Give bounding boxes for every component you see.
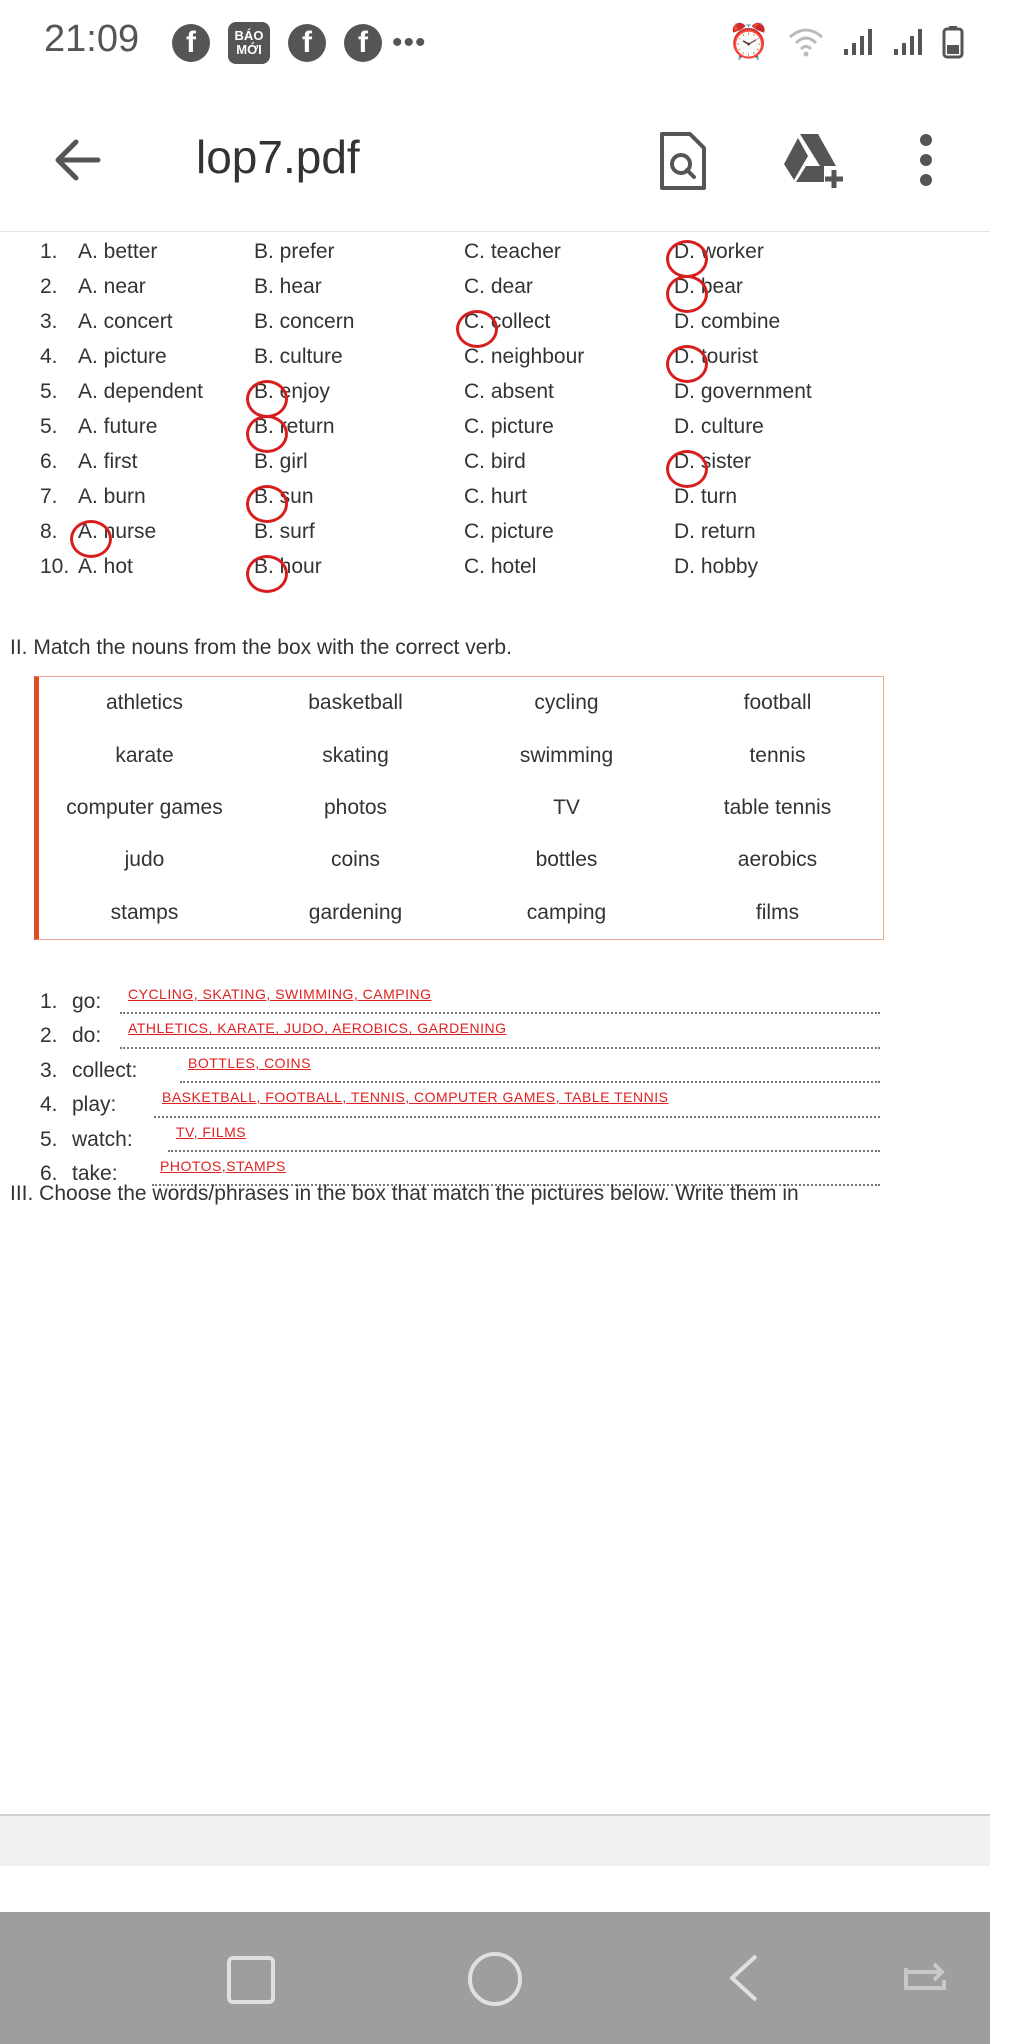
add-to-drive-icon[interactable] [780, 130, 846, 190]
answer-number: 1. [40, 990, 58, 1013]
exercise-1-row [40, 345, 980, 380]
noun-cell: gardening [308, 900, 403, 924]
section-2-heading: II. Match the nouns from the box with the correct verb. [10, 636, 512, 659]
answer-list [40, 986, 880, 1192]
exercise-1-row [40, 415, 980, 450]
navigation-bar [0, 1912, 990, 2044]
question-number: 3. [40, 310, 58, 333]
answer-number: 3. [40, 1058, 58, 1082]
option-d: D. government [674, 380, 812, 403]
option-a: A. hot [78, 555, 133, 578]
answer-circle-mark [70, 520, 112, 558]
question-number: 10. [40, 555, 70, 578]
option-a: A. nurse [78, 520, 156, 544]
answer-dotted-line [120, 1012, 880, 1014]
option-d: D. turn [674, 485, 738, 508]
document-title: lop7.pdf [196, 131, 360, 183]
wifi-icon [788, 27, 824, 57]
noun-cell: judo [124, 848, 165, 872]
noun-grid [39, 677, 883, 939]
answer-circle-mark [666, 345, 708, 383]
answer-dotted-line [154, 1116, 880, 1118]
exercise-1-row [40, 450, 980, 485]
search-document-icon[interactable] [654, 130, 710, 192]
handwritten-answer: BASKETBALL, FOOTBALL, TENNIS, COMPUTER GAMES, TABLE TENNIS [162, 1089, 669, 1106]
answer-circle-mark [666, 240, 708, 278]
option-b: B. hear [254, 275, 322, 298]
noun-cell: computer games [66, 795, 223, 819]
exercise-1-row [40, 380, 980, 415]
option-c: C. absent [464, 380, 554, 403]
answer-row [40, 1089, 880, 1123]
answer-number: 4. [40, 1093, 58, 1117]
system-icons [728, 22, 964, 62]
more-vert-icon[interactable] [916, 132, 936, 188]
option-a: A. concert [78, 310, 173, 333]
handwritten-answer: BOTTLES, COINS [188, 1054, 311, 1071]
option-b: B. girl [254, 450, 308, 473]
answer-dotted-line [168, 1150, 880, 1152]
option-d: D. sister [674, 450, 751, 474]
option-a: A. dependent [78, 380, 203, 403]
option-b: B. culture [254, 345, 343, 368]
pdf-page[interactable] [0, 232, 990, 1817]
answer-circle-mark [246, 415, 288, 453]
answer-verb: go: [72, 990, 102, 1013]
question-number: 5. [40, 380, 58, 403]
answer-verb: play: [72, 1093, 117, 1117]
option-b: B. return [254, 415, 335, 439]
alarm-icon: ⏰ [727, 23, 770, 61]
noun-cell: coins [330, 848, 381, 872]
status-bar [0, 0, 1024, 84]
answer-number: 2. [40, 1024, 58, 1048]
back-arrow-icon[interactable] [48, 130, 108, 190]
noun-cell: photos [323, 795, 388, 819]
question-number: 2. [40, 275, 58, 298]
option-b: B. enjoy [254, 380, 330, 404]
answer-verb: collect: [72, 1058, 138, 1082]
option-a: A. better [78, 240, 158, 263]
option-c: C. teacher [464, 240, 561, 263]
noun-cell: football [743, 691, 812, 715]
option-c: C. dear [464, 275, 533, 298]
answer-circle-mark [456, 310, 498, 348]
noun-cell: athletics [105, 691, 184, 715]
exercise-1-row [40, 485, 980, 520]
viewer-background [0, 1816, 990, 1866]
baomoi-icon [228, 22, 270, 64]
noun-cell: karate [115, 743, 174, 767]
option-c: C. hotel [464, 555, 537, 578]
answer-row [40, 1124, 880, 1158]
rotate-icon[interactable] [900, 1958, 950, 1998]
option-c: C. hurt [464, 485, 528, 508]
option-b: B. prefer [254, 240, 335, 263]
option-a: A. near [78, 275, 146, 298]
recent-apps-icon[interactable] [227, 1956, 275, 2004]
answer-verb: watch: [72, 1127, 133, 1151]
option-c: C. picture [464, 415, 554, 438]
noun-cell: skating [322, 743, 389, 767]
answer-row [40, 1020, 880, 1054]
answer-number: 5. [40, 1127, 58, 1151]
question-number: 6. [40, 450, 58, 473]
exercise-1-row [40, 310, 980, 345]
signal-icon [892, 27, 924, 57]
handwritten-answer: ATHLETICS, KARATE, JUDO, AEROBICS, GARDENING [128, 1020, 507, 1037]
noun-cell: aerobics [737, 848, 818, 872]
answer-verb: do: [72, 1024, 102, 1048]
option-b: B. sun [254, 485, 314, 509]
option-c: C. collect [464, 310, 550, 334]
exercise-1-row [40, 520, 980, 555]
option-d: D. hobby [674, 555, 759, 578]
facebook-icon: f [344, 24, 382, 62]
answer-row [40, 1055, 880, 1089]
question-number: 4. [40, 345, 58, 368]
noun-cell: cycling [534, 691, 599, 715]
option-b: B. hour [254, 555, 322, 579]
noun-cell: basketball [308, 691, 403, 715]
answer-circle-mark [246, 485, 288, 523]
answer-number: 6. [40, 1161, 58, 1185]
handwritten-answer: PHOTOS,STAMPS [160, 1157, 286, 1174]
viewer-margin [990, 232, 1024, 1912]
exercise-1-row [40, 275, 980, 310]
noun-cell: tennis [749, 743, 806, 767]
option-d: D. worker [674, 240, 764, 264]
back-icon[interactable] [724, 1952, 764, 2004]
pdf-viewer-toolbar [0, 100, 1024, 230]
noun-cell: camping [526, 900, 607, 924]
signal-icon [842, 27, 874, 57]
option-b: B. concern [254, 310, 355, 333]
option-c: C. picture [464, 520, 554, 543]
exercise-1-list [40, 240, 980, 590]
option-d: D. combine [674, 310, 781, 333]
exercise-1-row [40, 240, 980, 275]
noun-cell: TV [553, 795, 580, 819]
more-notifications-icon: ••• [392, 26, 427, 59]
question-number: 5. [40, 415, 58, 438]
notification-icons [172, 22, 427, 64]
answer-circle-mark [666, 450, 708, 488]
noun-cell: stamps [110, 900, 179, 924]
noun-box [34, 676, 884, 940]
battery-icon [942, 25, 964, 59]
status-time: 21:09 [44, 18, 140, 60]
option-a: A. future [78, 415, 158, 438]
noun-cell: films [755, 900, 800, 924]
answer-verb: take: [72, 1161, 118, 1185]
option-d: D. bear [674, 275, 743, 299]
option-b: B. surf [254, 520, 315, 543]
baomoi-label-bottom: MỚI [236, 42, 262, 57]
option-d: D. return [674, 520, 756, 543]
option-c: C. neighbour [464, 345, 585, 368]
facebook-icon: f [172, 24, 210, 62]
option-a: A. burn [78, 485, 146, 508]
answer-row [40, 986, 880, 1020]
noun-cell: bottles [535, 848, 598, 872]
option-d: D. culture [674, 415, 764, 438]
question-number: 1. [40, 240, 58, 263]
option-d: D. tourist [674, 345, 758, 369]
answer-circle-mark [246, 555, 288, 593]
noun-cell: table tennis [723, 795, 832, 819]
option-c: C. bird [464, 450, 526, 473]
option-a: A. picture [78, 345, 167, 368]
home-icon[interactable] [468, 1952, 522, 2006]
noun-cell: swimming [519, 743, 614, 767]
section-3-heading: III. Choose the words/phrases in the box that match the pictures below. Write them in [10, 1182, 799, 1205]
question-number: 8. [40, 520, 58, 543]
answer-dotted-line [180, 1081, 880, 1083]
exercise-1-row [40, 555, 980, 590]
answer-circle-mark [246, 380, 288, 418]
answer-dotted-line [120, 1047, 880, 1049]
answer-circle-mark [666, 275, 708, 313]
option-a: A. first [78, 450, 138, 473]
handwritten-answer: TV, FILMS [176, 1123, 247, 1140]
handwritten-answer: CYCLING, SKATING, SWIMMING, CAMPING [128, 986, 432, 1002]
question-number: 7. [40, 485, 58, 508]
baomoi-label-top: BÁO [234, 28, 264, 43]
facebook-icon: f [288, 24, 326, 62]
